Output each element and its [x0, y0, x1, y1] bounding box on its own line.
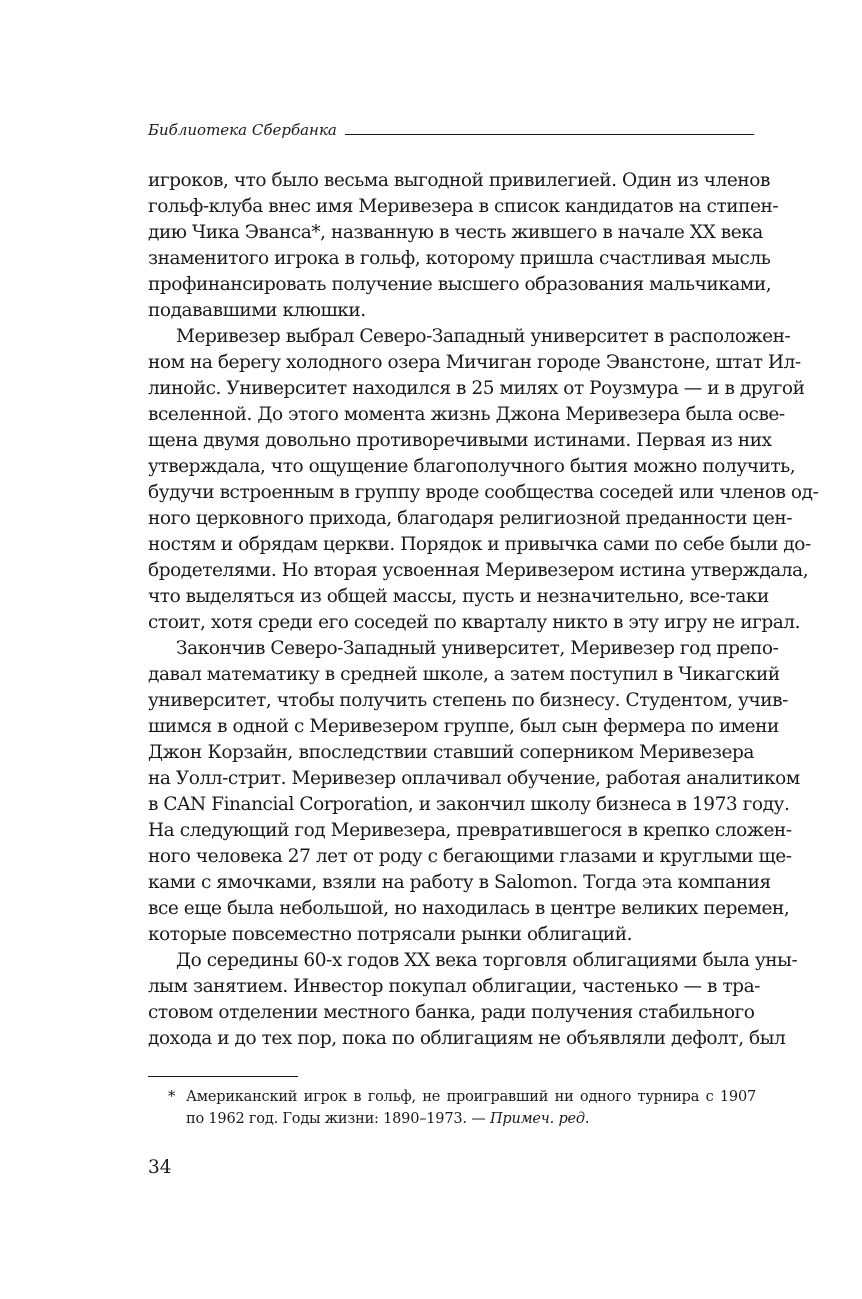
text-line: дию Чика Эванса*, названную в честь жившего в начале XX века [148, 222, 763, 243]
text-line: ном на берегу холодного озера Мичиган городе Эванстоне, штат Ил- [148, 352, 801, 373]
text-line: Закончив Северо-Западный университет, Меривезер год препо- [176, 638, 779, 659]
text-line: щена двумя довольно противоречивыми истинами. Первая из них [148, 430, 772, 451]
footnote-text: Американский игрок в гольф, не проигравший ни одного турнира с 1907 [186, 1089, 756, 1105]
text-line: лым занятием. Инвестор покупал облигации, частенько — в тра- [148, 976, 760, 997]
text-line: ками с ямочками, взяли на работу в Salomon. Тогда эта компания [148, 872, 771, 893]
running-head-rule [345, 134, 754, 135]
text-line: подававшими клюшки. [148, 300, 366, 321]
running-head [148, 116, 754, 140]
text-line: давал математику в средней школе, а затем поступил в Чикагский [148, 664, 780, 685]
footnote [168, 1086, 756, 1130]
text-line: все еще была небольшой, но находилась в центре великих перемен, [148, 898, 790, 919]
text-line: вселенной. До этого момента жизнь Джона Меривезера была осве- [148, 404, 785, 425]
text-line: ностям и обрядам церкви. Порядок и привычка сами по себе были до- [148, 534, 811, 555]
text-line: гольф-клуба внес имя Меривезера в список кандидатов на стипен- [148, 196, 779, 217]
text-line: в CAN Financial Corporation, и закончил школу бизнеса в 1973 году. [148, 794, 790, 815]
text-line: стоит, хотя среди его соседей по кварталу никто в эту игру не играл. [148, 612, 801, 633]
text-line: стовом отделении местного банка, ради получения стабильного [148, 1002, 755, 1023]
footnote-marker: * [168, 1089, 176, 1105]
running-head-title: Библиотека Сбербанка [148, 121, 337, 139]
footnote-rule [148, 1076, 298, 1077]
text-line: Меривезер выбрал Северо-Западный университет в расположен- [176, 326, 791, 347]
text-line: на Уолл-стрит. Меривезер оплачивал обучение, работая аналитиком [148, 768, 800, 789]
text-line: будучи встроенным в группу вроде сообщества соседей или членов од- [148, 482, 819, 503]
footnote-line [168, 1086, 756, 1108]
text-line: что выделяться из общей массы, пусть и незначительно, все-таки [148, 586, 769, 607]
text-line: которые повсеместно потрясали рынки облигаций. [148, 924, 633, 945]
editor-note: Примеч. ред. [489, 1111, 590, 1127]
text-line: линойс. Университет находился в 25 милях от Роузмура — и в другой [148, 378, 805, 399]
text-line: До середины 60-х годов XX века торговля облигациями была уны- [176, 950, 798, 971]
text-line: профинансировать получение высшего образования мальчиками, [148, 274, 772, 295]
text-line: ного человека 27 лет от роду с бегающими глазами и круглыми ще- [148, 846, 792, 867]
footnote-line [168, 1108, 756, 1130]
footnote-text: по 1962 год. Годы жизни: 1890–1973. — [186, 1111, 486, 1127]
body-text [148, 168, 819, 1052]
text-line: дохода и до тех пор, пока по облигациям не объявляли дефолт, был [148, 1028, 786, 1049]
text-line: ного церковного прихода, благодаря религиозной преданности цен- [148, 508, 793, 529]
text-line: Джон Корзайн, впоследствии ставший соперником Меривезера [148, 742, 754, 763]
text-line: бродетелями. Но вторая усвоенная Меривезером истина утверждала, [148, 560, 809, 581]
page-number: 34 [148, 1157, 172, 1178]
text-line: университет, чтобы получить степень по бизнесу. Студентом, учив- [148, 690, 788, 711]
text-line: знаменитого игрока в гольф, которому пришла счастливая мысль [148, 248, 771, 269]
text-line: шимся в одной с Меривезером группе, был сын фермера по имени [148, 716, 779, 737]
text-line: На следующий год Меривезера, превратившегося в крепко сложен- [148, 820, 792, 841]
text-line: утверждала, что ощущение благополучного бытия можно получить, [148, 456, 796, 477]
text-line: игроков, что было весьма выгодной привилегией. Один из членов [148, 170, 770, 191]
